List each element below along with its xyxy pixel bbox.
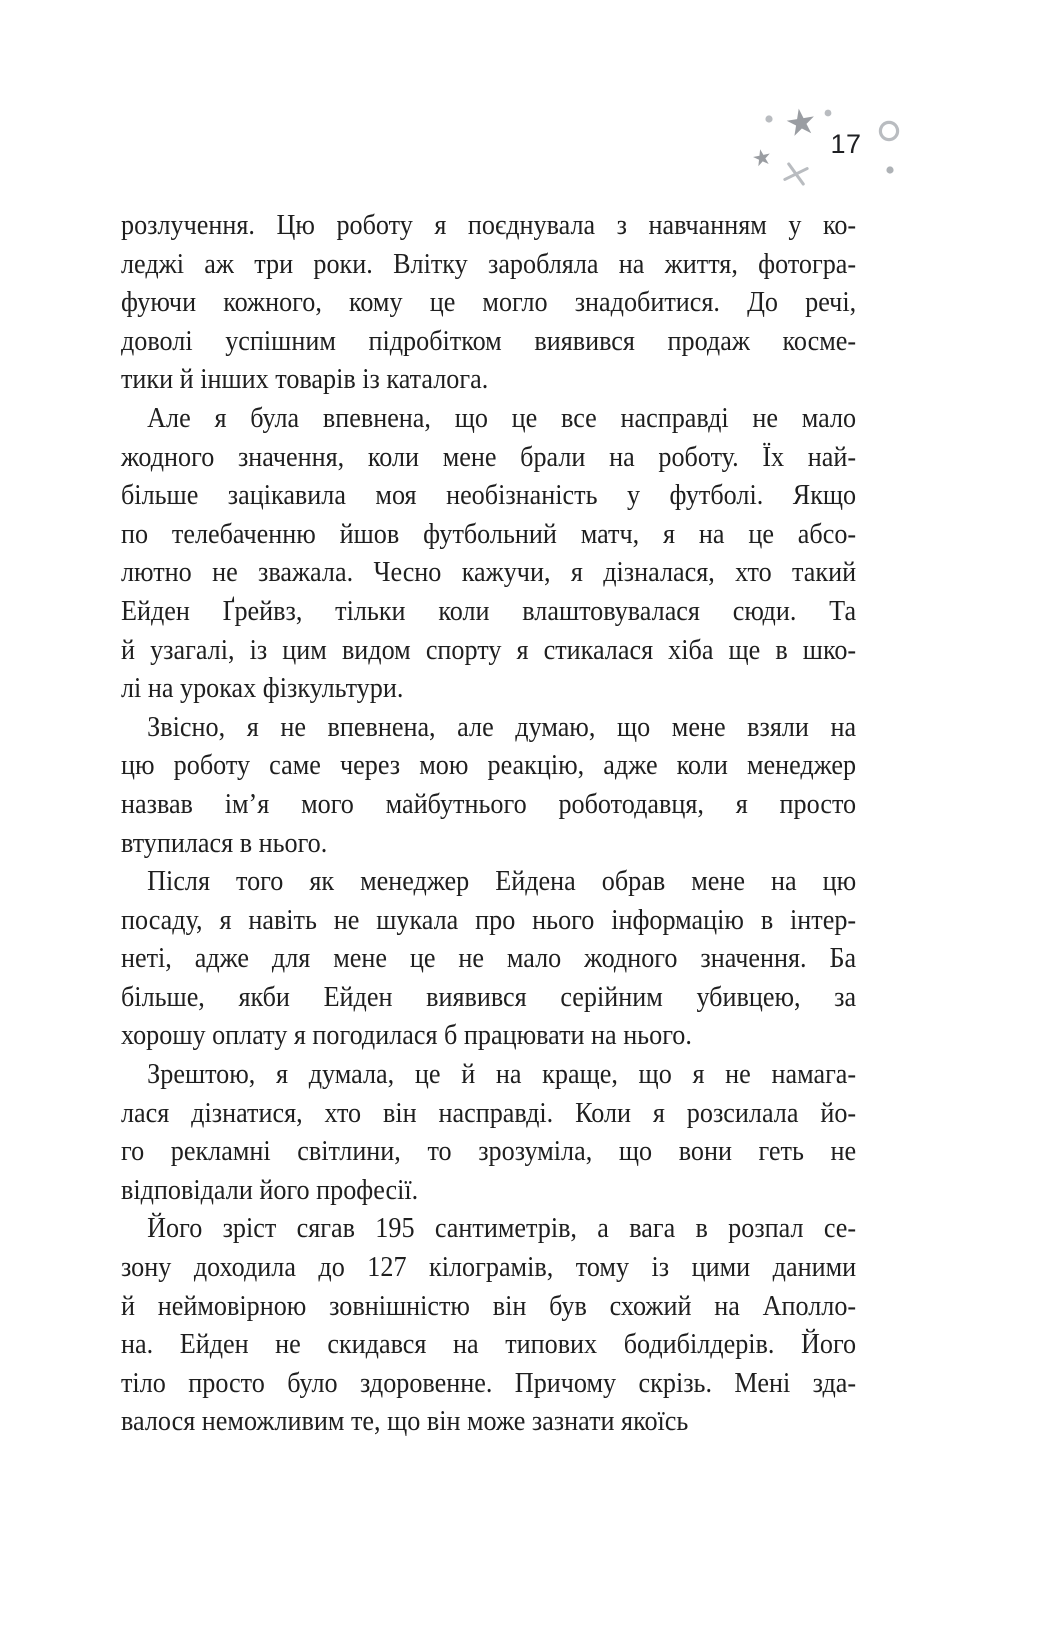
text-line: доволі успішним підробітком виявився продаж косме- bbox=[121, 324, 857, 357]
text-line: лі на уроках фізкультури. bbox=[121, 672, 404, 705]
text-line: Його зріст сягав 195 сантиметрів, а вага в розпал се- bbox=[147, 1212, 857, 1245]
text-line: фуючи кожного, кому це могло знадобитися. До речі, bbox=[121, 286, 857, 319]
text-line: розлучення. Цю роботу я поєднувала з навчанням у ко- bbox=[121, 209, 857, 241]
dot-icon bbox=[825, 110, 832, 117]
text-line: леджі аж три роки. Влітку заробляла на життя, фотогра- bbox=[121, 247, 857, 280]
star-icon bbox=[752, 147, 772, 166]
text-line: тики й інших товарів із каталога. bbox=[121, 363, 489, 396]
text-line: втупилася в нього. bbox=[121, 826, 328, 859]
text-line: цю роботу саме через мою реакцію, адже коли менеджер bbox=[121, 749, 857, 782]
x-icon bbox=[785, 164, 807, 184]
text-line: Зрештою, я думала, це й на краще, що я не намага- bbox=[147, 1058, 857, 1091]
text-line: відповідали його професії. bbox=[121, 1173, 419, 1206]
text-line: Після того як менеджер Ейдена обрав мене на цю bbox=[147, 865, 857, 898]
circle-icon bbox=[880, 122, 897, 139]
text-line: по телебаченню йшов футбольний матч, я на це абсо- bbox=[121, 517, 857, 550]
text-line: неті, адже для мене це не мало жодного значення. Ба bbox=[121, 942, 857, 975]
text-line: хорошу оплату я погодилася б працювати на нього. bbox=[121, 1019, 692, 1052]
text-line: Звісно, я не впевнена, але думаю, що мене взяли на bbox=[147, 710, 857, 743]
text-line: лася дізнатися, хто він насправді. Коли я розсилала йо- bbox=[121, 1096, 857, 1129]
text-line: посаду, я навіть не шукала про нього інформацію в інтер- bbox=[121, 903, 857, 936]
text-line: зону доходила до 127 кілограмів, тому із цими даними bbox=[121, 1251, 857, 1284]
text-block bbox=[121, 206, 856, 1441]
text-line: валося неможливим те, що він може зазнати якоїсь bbox=[121, 1405, 689, 1438]
text-line: більше зацікавила моя необізнаність у футболі. Якщо bbox=[121, 479, 857, 512]
star-icon bbox=[785, 107, 816, 137]
text-line: й узагалі, із цим видом спорту я стикалася хіба ще в шко- bbox=[121, 633, 857, 666]
text-line: го рекламні світлини, то зрозуміла, що вони геть не bbox=[121, 1135, 857, 1168]
text-line: й неймовірною зовнішністю він був схожий на Аполло- bbox=[121, 1289, 857, 1322]
text-line: лютно не зважала. Чесно кажучи, я дізналася, хто такий bbox=[121, 556, 857, 589]
text-line: більше, якби Ейден виявився серійним убивцею, за bbox=[121, 980, 857, 1013]
text-line: назвав ім’я мого майбутнього роботодавця, я просто bbox=[121, 787, 857, 820]
page-number: 17 bbox=[830, 129, 862, 159]
text-line: Але я була впевнена, що це все насправді не мало bbox=[147, 401, 857, 434]
text-column bbox=[121, 206, 856, 1441]
text-line: тіло просто було здоровенне. Причому скрізь. Мені зда- bbox=[121, 1366, 857, 1399]
text-line: на. Ейден не скидався на типових бодибілдерів. Його bbox=[121, 1328, 857, 1361]
dot-icon bbox=[886, 166, 893, 173]
dot-icon bbox=[765, 115, 772, 122]
text-line: Ейден Ґрейвз, тільки коли влаштовувалася сюди. Та bbox=[121, 594, 857, 627]
text-line: жодного значення, коли мене брали на роботу. Їх най- bbox=[121, 440, 857, 473]
